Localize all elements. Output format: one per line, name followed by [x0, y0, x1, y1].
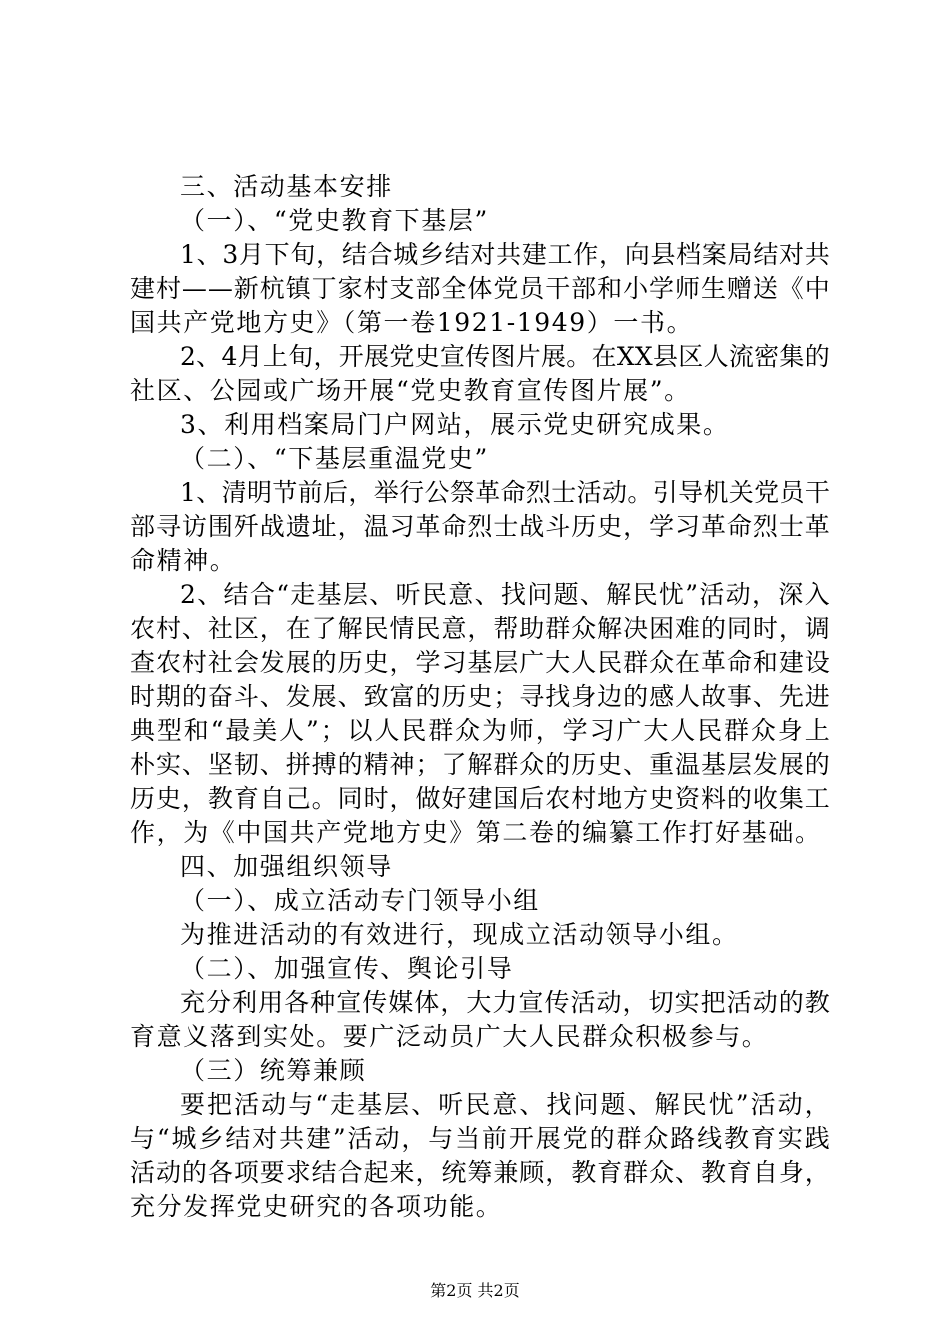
- subsection-heading: （一）、“党史教育下基层”: [180, 206, 489, 235]
- section-heading-3: 三、活动基本安排: [180, 172, 393, 201]
- subsection-heading: （一）、成立活动专门领导小组: [180, 886, 540, 915]
- document-body: [130, 170, 830, 1224]
- paragraph-line: 2 、 结 合 “ 走 基 层 、 听 民 意 、 找 问 题 、 解 民 忧 ” 活 动 ， 深 入: [180, 580, 830, 609]
- subsection-heading: （二）、“下基层重温党史”: [180, 444, 489, 473]
- paragraph-line: 为推进活动的有效进行，现成立活动领导小组。: [180, 920, 739, 949]
- paragraph-line: 国共产党地方史》（第一卷1921-1949）一书。: [130, 308, 694, 337]
- paragraph-line: 充分发挥党史研究的各项功能。: [130, 1192, 503, 1221]
- paragraph-line: 典 型 和 “ 最 美 人 ” ； 以 人 民 群 众 为 师 ， 学 习 广 大 人 民 群 众 身 上: [130, 716, 830, 745]
- paragraph-line: 时 期 的 奋 斗 、 发 展 、 致 富 的 历 史 ； 寻 找 身 边 的 感 人 故 事 、 先 进: [130, 682, 830, 711]
- paragraph-line: 1 、 清 明 节 前 后 ， 举 行 公 祭 革 命 烈 士 活 动 。 引 导 机 关 党 员 干: [180, 478, 830, 507]
- paragraph-line: 3、利用档案局门户网站，展示党史研究成果。: [180, 410, 730, 439]
- paragraph-line: 建 村 — — 新 杭 镇 丁 家 村 支 部 全 体 党 员 干 部 和 小 学 师 生 赠 送 《 中: [130, 274, 830, 303]
- paragraph-line: 2 、 4 月 上 旬 ， 开 展 党 史 宣 传 图 片 展 。 在 X X 县 区 人 流 密 集 的: [180, 342, 830, 371]
- paragraph-line: 命精神。: [130, 546, 237, 575]
- paragraph-line: 充 分 利 用 各 种 宣 传 媒 体 ， 大 力 宣 传 活 动 ， 切 实 把 活 动 的 教: [180, 988, 830, 1017]
- paragraph-line: 要 把 活 动 与 “ 走 基 层 、 听 民 意 、 找 问 题 、 解 民 忧 ” 活 动 ，: [180, 1090, 830, 1119]
- paragraph-line: 与 “ 城 乡 结 对 共 建 ” 活 动 ， 与 当 前 开 展 党 的 群 众 路 线 教 育 实 践: [130, 1124, 830, 1153]
- paragraph-line: 社区、公园或广场开展“党史教育宣传图片展”。: [130, 376, 691, 405]
- subsection-heading: （二）、加强宣传、舆论引导: [180, 954, 514, 983]
- paragraph-line: 育意义落到实处。要广泛动员广大人民群众积极参与。: [130, 1022, 769, 1051]
- paragraph-line: 历 史 ， 教 育 自 己 。 同 时 ， 做 好 建 国 后 农 村 地 方 史 资 料 的 收 集 工: [130, 784, 830, 813]
- paragraph-line: 朴 实 、 坚 韧 、 拼 搏 的 精 神 ； 了 解 群 众 的 历 史 、 重 温 基 层 发 展 的: [130, 750, 830, 779]
- section-heading-4: 四、加强组织领导: [180, 852, 393, 881]
- subsection-heading: （三）统筹兼顾: [180, 1056, 367, 1085]
- paragraph-line: 部 寻 访 围 歼 战 遗 址 ， 温 习 革 命 烈 士 战 斗 历 史 ， 学 习 革 命 烈 士 革: [130, 512, 830, 541]
- paragraph-line: 1 、 3 月 下 旬 ， 结 合 城 乡 结 对 共 建 工 作 ， 向 县 档 案 局 结 对 共: [180, 240, 830, 269]
- paragraph-line: 农 村 、 社 区 ， 在 了 解 民 情 民 意 ， 帮 助 群 众 解 决 困 难 的 同 时 ， 调: [130, 614, 830, 643]
- paragraph-line: 作，为《中国共产党地方史》第二卷的编纂工作打好基础。: [130, 818, 822, 847]
- page-footer: 第2页 共2页: [430, 1281, 520, 1300]
- paragraph-line: 活 动 的 各 项 要 求 结 合 起 来 ， 统 筹 兼 顾 ， 教 育 群 众 、 教 育 自 身 ，: [130, 1158, 830, 1187]
- paragraph-line: 查 农 村 社 会 发 展 的 历 史 ， 学 习 基 层 广 大 人 民 群 众 在 革 命 和 建 设: [130, 648, 830, 677]
